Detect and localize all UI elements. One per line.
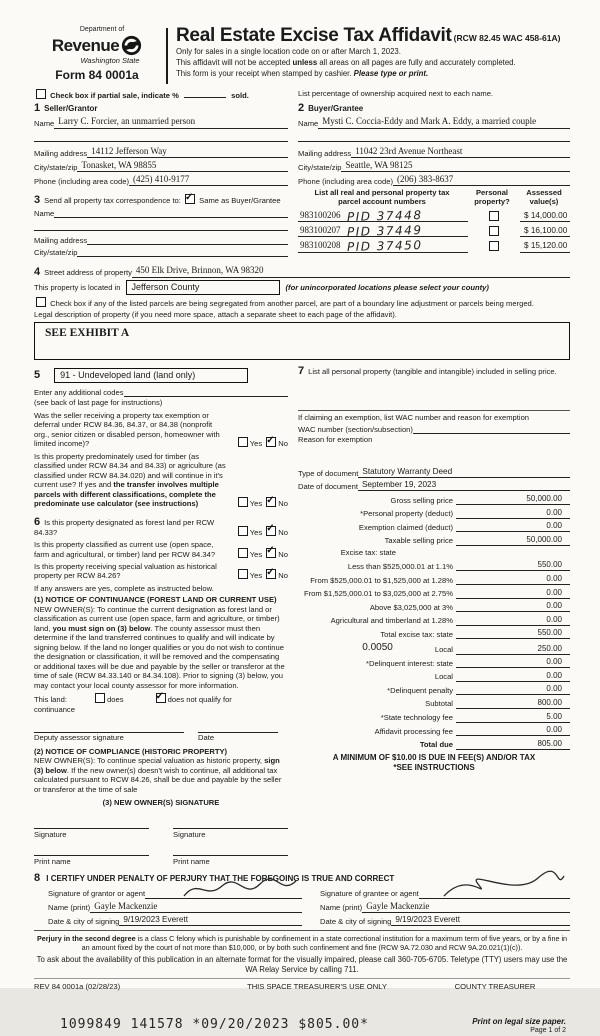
grantor-signature-field[interactable] [145, 888, 302, 899]
parcel-row [298, 207, 570, 224]
grantor-name-field[interactable]: Gayle Mackenzie [90, 901, 302, 913]
yes-checkbox[interactable] [238, 548, 248, 558]
new-owner-signature-field[interactable] [34, 818, 149, 829]
exemption-deduct-label: Exemption claimed (deduct) [358, 522, 453, 532]
form-header [34, 26, 570, 84]
washington-state-label: Washington State [80, 56, 140, 65]
delinquent-penalty-label: *Delinquent penalty [387, 685, 453, 695]
yes-checkbox[interactable] [238, 497, 248, 507]
street-address-field[interactable]: 450 Elk Drive, Brinnon, WA 98320 [132, 265, 570, 277]
county-treasurer-label: COUNTY TREASURER [454, 981, 536, 991]
page-indicator: Page 1 of 2 [530, 1027, 566, 1035]
historical-property-question: Is this property receiving special valuation as historical property per RCW 84.26? Yes ✓ No [34, 562, 288, 581]
deputy-assessor-label: Deputy assessor signature [34, 733, 124, 743]
buyer-name-field[interactable]: Mysti C. Coccia-Eddy and Mark A. Eddy, a married couple [318, 116, 570, 128]
signature-label: Signature [173, 829, 206, 839]
exemption-deduct-field[interactable]: 0.00 [456, 521, 570, 532]
if-yes-instruction: If any answers are yes, complete as instructed below. [34, 583, 214, 593]
grantee-date-label: Date & city of signing [320, 916, 392, 926]
section4-county-row [34, 280, 570, 295]
located-in-label: This property is located in [34, 282, 121, 292]
notice-compliance-title: (2) NOTICE OF COMPLIANCE (HISTORIC PROPERTY) [34, 746, 228, 756]
delinquent-penalty-field[interactable]: 0.00 [456, 684, 570, 695]
additional-codes-field[interactable] [124, 387, 289, 397]
accessibility-note: To ask about the availability of this publication in an alternate format for the visually impaired, please call 360-705-6705. Teletype (TTY) users may use the WA Relay Service by calling 711. [36, 955, 568, 974]
street-address-label: Street address of property [44, 268, 132, 278]
same-as-buyer-checkbox[interactable] [185, 194, 195, 204]
agri-timber-label: Agricultural and timberland at 1.28% [330, 616, 453, 626]
gross-price-field[interactable]: 50,000.00 [456, 494, 570, 505]
no-checkbox[interactable] [266, 548, 276, 558]
form-title: Real Estate Excise Tax Affidavit [176, 25, 452, 46]
additional-codes-note: (see back of last page for instructions) [34, 398, 163, 408]
doc-type-field[interactable]: Statutory Warranty Deed [358, 467, 570, 478]
personal-property-checkbox[interactable] [489, 226, 499, 236]
signature-label: Signature [34, 829, 67, 839]
exemption-note: If claiming an exemption, list WAC number and reason for exemption [298, 412, 530, 422]
corr-city-field[interactable] [77, 247, 288, 257]
seller-mailing-field[interactable]: 14112 Jefferson Way [87, 146, 288, 158]
partial-sale-label: Check box if partial sale, indicate % [50, 91, 179, 100]
parcel-account-field[interactable]: 983100207 [300, 225, 341, 236]
grantee-signature-label: Signature of grantee or agent [320, 889, 419, 899]
section2-heading: 2 Buyer/Grantee [298, 102, 364, 115]
additional-codes-label: Enter any additional codes [34, 387, 124, 397]
agency-name: Revenue [51, 35, 120, 55]
this-land-label: This land: [34, 695, 67, 705]
seller-city-field[interactable]: Tonasket, WA 98855 [77, 160, 288, 172]
treasurer-stamp: 1099849 141578 *09/20/2023 $805.00* [60, 1017, 369, 1033]
segregated-checkbox[interactable] [36, 297, 46, 307]
local2-label: Local [434, 672, 453, 682]
parcel-account-field[interactable]: 983100206 [300, 209, 341, 220]
taxable-price-label: Taxable selling price [384, 536, 453, 546]
county-select[interactable]: Jefferson County [126, 280, 280, 295]
perjury-note: Perjury in the second degree is a class C felony which is punishable by confinement in a state correctional institution for a maximum term of five years, or by a fine in an amount fixed by the court of not more than $10,000, or by both such confinement and fine (RCW 9A.72.030 and RCW 9A.20.021(1)(c)). [34, 930, 570, 952]
yes-checkbox[interactable] [238, 569, 248, 579]
grantor-date-label: Date & city of signing [48, 916, 120, 926]
new-owners-signature-title: (3) NEW OWNER(S) SIGNATURE [102, 798, 220, 808]
grantor-name-label: Name (print) [48, 903, 91, 913]
buyer-phone-field[interactable]: (206) 383-8637 [393, 174, 570, 186]
local2-field[interactable]: 0.00 [456, 671, 570, 682]
print-legal-note: Print on legal size paper. [472, 1017, 566, 1027]
section7-heading: 7 List all personal property (tangible and intangible) included in selling price. [298, 364, 557, 377]
tech-fee-field[interactable]: 5.00 [456, 712, 570, 723]
seller-name-field[interactable]: Larry C. Forcier, an unmarried person [54, 116, 288, 128]
section5-code-row: 5 91 - Undeveloped land (land only) [34, 368, 288, 383]
header-divider [166, 28, 168, 84]
tier1-label: Less than $525,000.01 at 1.1% [347, 561, 453, 571]
land-use-code-field[interactable]: 91 - Undeveloped land (land only) [54, 368, 248, 383]
gross-price-label: Gross selling price [390, 495, 453, 505]
no-checkbox[interactable] [266, 526, 276, 536]
tier4-label: Above $3,025,000 at 3% [369, 602, 453, 612]
footer-row [34, 978, 570, 991]
seller-phone-field[interactable]: (425) 410-9177 [129, 174, 288, 186]
grantee-name-field[interactable]: Gayle Mackenzie [362, 901, 570, 913]
personal-deduct-field[interactable]: 0.00 [456, 508, 570, 519]
delinquent-interest-label: *Delinquent interest: state [366, 658, 453, 668]
seller-phone-label: Phone (including area code) [34, 177, 129, 186]
corr-mailing-field[interactable] [87, 235, 288, 245]
personal-property-field[interactable] [298, 401, 570, 411]
section1-heading: 1 Seller/Grantor [34, 102, 98, 115]
doc-type-label: Type of document [298, 468, 359, 478]
tier3-field[interactable]: 0.00 [456, 588, 570, 599]
tech-fee-label: *State technology fee [380, 713, 453, 723]
parcel-handwritten-note: PID 37449 [346, 222, 423, 239]
print-name-label: Print name [34, 857, 71, 867]
minimum-fee-note: A MINIMUM OF $10.00 IS DUE IN FEE(S) AND/OR TAX [332, 752, 536, 762]
seller-name-label: Name [34, 119, 55, 129]
does-checkbox[interactable] [95, 693, 105, 703]
grantor-signature-label: Signature of grantor or agent [48, 889, 146, 899]
delinquent-interest-field[interactable]: 0.00 [456, 657, 570, 668]
yes-checkbox[interactable] [238, 437, 248, 447]
affidavit-fee-label: Affidavit processing fee [374, 726, 453, 736]
seller-mailing-label: Mailing address [34, 148, 88, 158]
certify-statement: I CERTIFY UNDER PENALTY OF PERJURY THAT THE FOREGOING IS TRUE AND CORRECT [46, 873, 395, 883]
local-label: Local [434, 645, 453, 655]
parcel-row [298, 238, 570, 255]
assessed-value-field[interactable]: $ 15,120.00 [520, 241, 570, 252]
total-state-field[interactable]: 550.00 [456, 628, 570, 639]
grantee-date-field[interactable]: 9/19/2023 Everett [391, 915, 570, 926]
local-tax-field[interactable]: 250.00 [456, 644, 570, 655]
new-owner-signature-field[interactable] [173, 818, 288, 829]
tier4-field[interactable]: 0.00 [456, 601, 570, 612]
subtitle-line2: This affidavit will not be accepted unless all areas on all pages are fully and accurately completed. [176, 57, 516, 67]
segregated-row [34, 297, 570, 308]
no-checkbox[interactable] [266, 569, 276, 579]
agri-timber-field[interactable]: 0.00 [456, 615, 570, 626]
grantor-date-field[interactable]: 9/19/2023 Everett [119, 915, 302, 926]
same-as-buyer-label: Same as Buyer/Grantee [199, 196, 281, 206]
partial-sale-percent-field[interactable] [184, 90, 226, 98]
see-instructions-note: *SEE INSTRUCTIONS [393, 762, 475, 772]
corr-name-field-2[interactable] [34, 221, 288, 231]
tier2-label: From $525,000.01 to $1,525,000 at 1.28% [310, 575, 453, 585]
section3-heading: 3 Send all property tax correspondence to: ✓ Same as Buyer/Grantee [34, 194, 288, 206]
buyer-city-field[interactable]: Seattle, WA 98125 [341, 160, 570, 172]
new-owner-printname-field[interactable] [34, 845, 149, 856]
buyer-phone-label: Phone (including area code) [298, 177, 393, 186]
personal-property-checkbox[interactable] [489, 241, 499, 251]
grantee-name-label: Name (print) [320, 903, 363, 913]
affidavit-fee-field[interactable]: 0.00 [456, 725, 570, 736]
current-use-question: Is this property classified as current use (open space, farm and agricultural, or timber) land per RCW 84.34? Yes ✓ No [34, 540, 288, 559]
personal-deduct-label: *Personal property (deduct) [360, 509, 453, 519]
continuance-label: continuance [34, 704, 75, 714]
seller-city-label: City/state/zip [34, 162, 78, 172]
wac-number-label: WAC number (section/subsection) [298, 424, 413, 434]
dept-of-label: Department of [79, 26, 125, 33]
subtitle-line1: Only for sales in a single location code on or after March 1, 2023. [176, 46, 401, 56]
section4-street-row: 4 Street address of property 450 Elk Drive, Brinnon, WA 98320 [34, 265, 570, 277]
buyer-name-field-2[interactable] [298, 132, 570, 142]
new-owner-printname-field[interactable] [173, 845, 288, 856]
notice-continuance-text: NEW OWNER(S): To continue the current designation as forest land or classification as current use (open space, farm and agriculture, or timber) land, you must sign on (3) below. The county assessor must then determine if the land transferred continues to qualify and will indicate by signing below. If the land no longer qualifies or you do not wish to continue the designation or classification, it will be removed and the compensating or additional taxes will be due and payable by the seller or transferor at the time of sale (RCW 84.33.140 or 84.34.108). Prior to signing (3) below, you may contact your local county assessor for more information. [34, 604, 285, 690]
land-qualify-row: This land: does ✓ does not qualify for continuance [34, 693, 288, 714]
subtitle-line3: This form is your receipt when stamped by cashier. Please type or print. [176, 68, 429, 78]
dor-logo-block [34, 26, 160, 83]
ownership-note: List percentage of ownership acquired next to each name. [298, 89, 494, 98]
forest-land-question: 6 Is this property designated as forest land per RCW 84.33? Yes ✓ No [34, 517, 288, 537]
seller-name-field-2[interactable] [34, 132, 288, 142]
partial-sale-row [34, 89, 288, 100]
yes-checkbox[interactable] [238, 526, 248, 536]
total-state-label: Total excise tax: state [380, 629, 453, 639]
tier2-field[interactable]: 0.00 [456, 574, 570, 585]
legal-description-field[interactable]: SEE EXHIBIT A [34, 322, 570, 360]
deputy-assessor-signature-field[interactable] [34, 722, 184, 733]
treasurer-use-label: THIS SPACE TREASURER'S USE ONLY [247, 981, 387, 991]
buyer-name-label: Name [298, 119, 319, 129]
buyer-mailing-field[interactable]: 11042 23rd Avenue Northeast [351, 146, 570, 158]
revenue-swirl-icon [121, 35, 142, 56]
no-checkbox[interactable] [266, 497, 276, 507]
exemption-deferral-question: Was the seller receiving a property tax exemption or deferral under RCW 84.36, 84.37, or 84.38 (nonprofit org., senior citizen or disabled person, homeowner with limited income)? Yes ✓ No [34, 411, 288, 449]
subtotal-field[interactable]: 800.00 [456, 698, 570, 709]
notice-continuance-title: (1) NOTICE OF CONTINUANCE (FOREST LAND OR CURRENT USE) [34, 595, 277, 605]
rev-form-id: REV 84 0001a (02/28/23) [34, 981, 121, 991]
corr-name-field[interactable] [54, 208, 288, 218]
parcel-row [298, 222, 570, 239]
wac-number-field[interactable] [413, 424, 570, 434]
no-checkbox[interactable] [266, 437, 276, 447]
section8-heading: 8 I CERTIFY UNDER PENALTY OF PERJURY THAT THE FOREGOING IS TRUE AND CORRECT [34, 871, 395, 884]
total-due-label: Total due [419, 740, 453, 750]
legal-description-label: Legal description of property (if you need more space, attach a separate sheet to each page of the affidavit). [34, 310, 397, 320]
assessed-value-field[interactable]: $ 16,100.00 [520, 226, 570, 237]
buyer-city-label: City/state/zip [298, 162, 342, 172]
corr-mailing-label: Mailing address [34, 236, 88, 245]
assessed-value-field[interactable]: $ 14,000.00 [520, 211, 570, 222]
excise-state-header: Excise tax: state [340, 548, 396, 558]
buyer-mailing-label: Mailing address [298, 148, 352, 158]
local-rate-value: 0.0050 [362, 642, 393, 654]
grantee-signature-field[interactable] [419, 888, 570, 899]
county-note: (for unincorporated locations please select your county) [285, 282, 489, 292]
title-block [176, 26, 560, 79]
print-name-label: Print name [173, 857, 210, 867]
total-due-field[interactable]: 805.00 [456, 739, 570, 750]
parcel-account-field[interactable]: 983100208 [300, 240, 341, 251]
tier1-field[interactable]: 550.00 [456, 560, 570, 571]
rcw-reference: (RCW 82.45 WAC 458-61A) [453, 33, 561, 43]
does-not-checkbox[interactable] [156, 693, 166, 703]
corr-city-label: City/state/zip [34, 248, 78, 257]
assessor-date-label: Date [198, 733, 215, 743]
assessor-date-field[interactable] [198, 722, 278, 733]
doc-date-field[interactable]: September 19, 2023 [358, 480, 570, 491]
personal-property-checkbox[interactable] [489, 211, 499, 221]
reason-exemption-label: Reason for exemption [298, 435, 373, 445]
corr-name-label: Name [34, 209, 55, 218]
timber-agriculture-question: Is this property predominately used for timber (as classified under RCW 84.34 and 84.33) or agriculture (as classified under RCW 84.34.020) and will continue in it's current use? If yes and the transfer involves multiple parcels with different classifications, complete the predominate use calculator (see instructions) Yes ✓ No [34, 452, 288, 509]
partial-sale-checkbox[interactable] [36, 89, 46, 99]
subtotal-label: Subtotal [425, 699, 453, 709]
segregated-label: Check box if any of the listed parcels are being segregated from another parcel, are part of a boundary line adjustment or parcels being merged. [50, 298, 534, 308]
tier3-label: From $1,525,000.01 to $3,025,000 at 2.75% [303, 589, 453, 599]
notice-compliance-text: NEW OWNER(S): To continue special valuation as historic property, sign (3) below. If the new owner(s) doesn't wish to continue, all additional tax calculated pursuant to RCW 84.26, shall be due and payable by the seller or transferor at the time of sale [34, 756, 282, 794]
parcel-handwritten-note: PID 37450 [346, 238, 423, 255]
parcel-handwritten-note: PID 37448 [346, 207, 423, 224]
taxable-price-field[interactable]: 50,000.00 [456, 535, 570, 546]
doc-date-label: Date of document [298, 481, 358, 491]
form-number: Form 84 0001a [55, 68, 139, 83]
parcel-table-header: List all real and personal property tax parcel account numbers Personal property? Assessed value(s) [314, 188, 562, 207]
partial-sale-label-end: sold. [231, 91, 249, 100]
